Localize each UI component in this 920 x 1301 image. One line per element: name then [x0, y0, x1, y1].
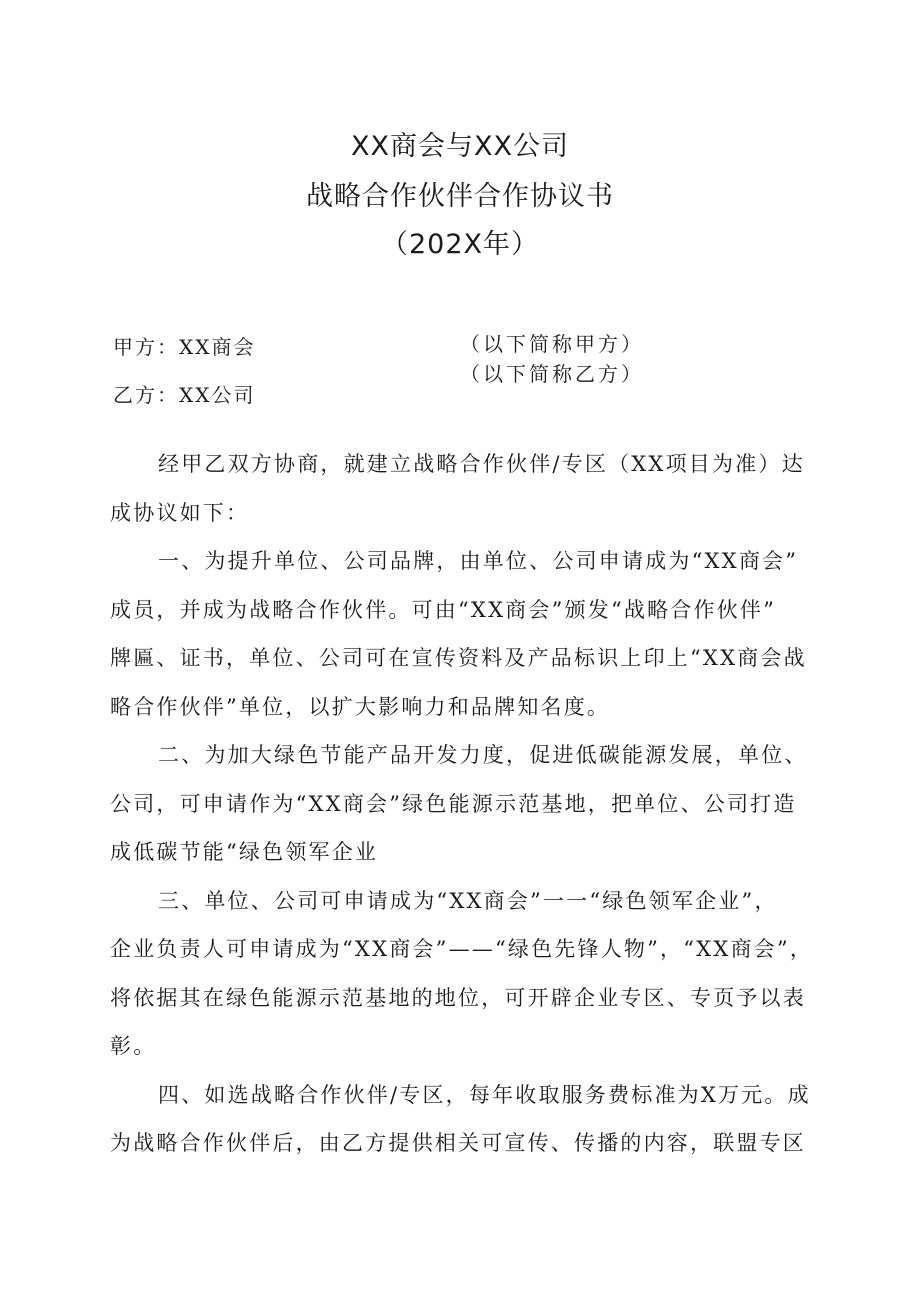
- body-line: 企业负责人可申请成为“XX商会”——“绿色先锋人物”，“XX商会”，: [110, 937, 814, 961]
- body-line: 公司，可申请作为“XX商会”绿色能源示范基地，把单位、公司打造: [110, 791, 797, 816]
- party-b-note: （以下简称乙方）: [460, 362, 644, 386]
- body-line: 略合作伙伴”单位，以扩大影响力和品牌知名度。: [110, 694, 611, 719]
- body-line: 成协议如下：: [110, 500, 250, 525]
- party-a-note: （以下简称甲方）: [460, 332, 644, 356]
- agreement-body: [110, 440, 814, 1168]
- body-line: 经甲乙双方协商，就建立战略合作伙伴/专区（XX项目为准）达: [158, 452, 805, 476]
- body-line: 成低碳节能“绿色领军企业: [110, 840, 379, 864]
- body-line: 为战略合作伙伴后，由乙方提供相关可宣传、传播的内容，联盟专区: [110, 1131, 806, 1155]
- document-title-year: （202X年）: [380, 229, 540, 260]
- body-line: 一、为提升单位、公司品牌，由单位、公司申请成为“XX商会”: [158, 549, 799, 573]
- body-line: 将依据其在绿色能源示范基地的地位，可开辟企业专区、专页予以表: [110, 985, 806, 1010]
- body-line: 彰。: [110, 1034, 157, 1058]
- body-line: 成员，并成为战略合作伙伴。可由“XX商会”颁发“战略合作伙伴”: [110, 597, 777, 622]
- party-a: 甲方：XX商会: [113, 335, 256, 359]
- body-line: 三、单位、公司可申请成为“XX商会”一一“绿色领军企业”，: [158, 888, 778, 913]
- party-b: 乙方：XX公司: [113, 383, 256, 407]
- body-line: 四、如选战略合作伙伴/专区，每年收取服务费标准为X万元。成: [158, 1082, 811, 1107]
- body-line: 二、为加大绿色节能产品开发力度，促进低碳能源发展，单位、: [158, 743, 808, 767]
- document-title-line-2: 战略合作伙伴合作协议书: [306, 181, 614, 212]
- body-line: 牌匾、证书，单位、公司可在宣传资料及产品标识上印上“XX商会战: [110, 646, 807, 670]
- document-title-line-1: XX商会与XX公司: [351, 131, 569, 162]
